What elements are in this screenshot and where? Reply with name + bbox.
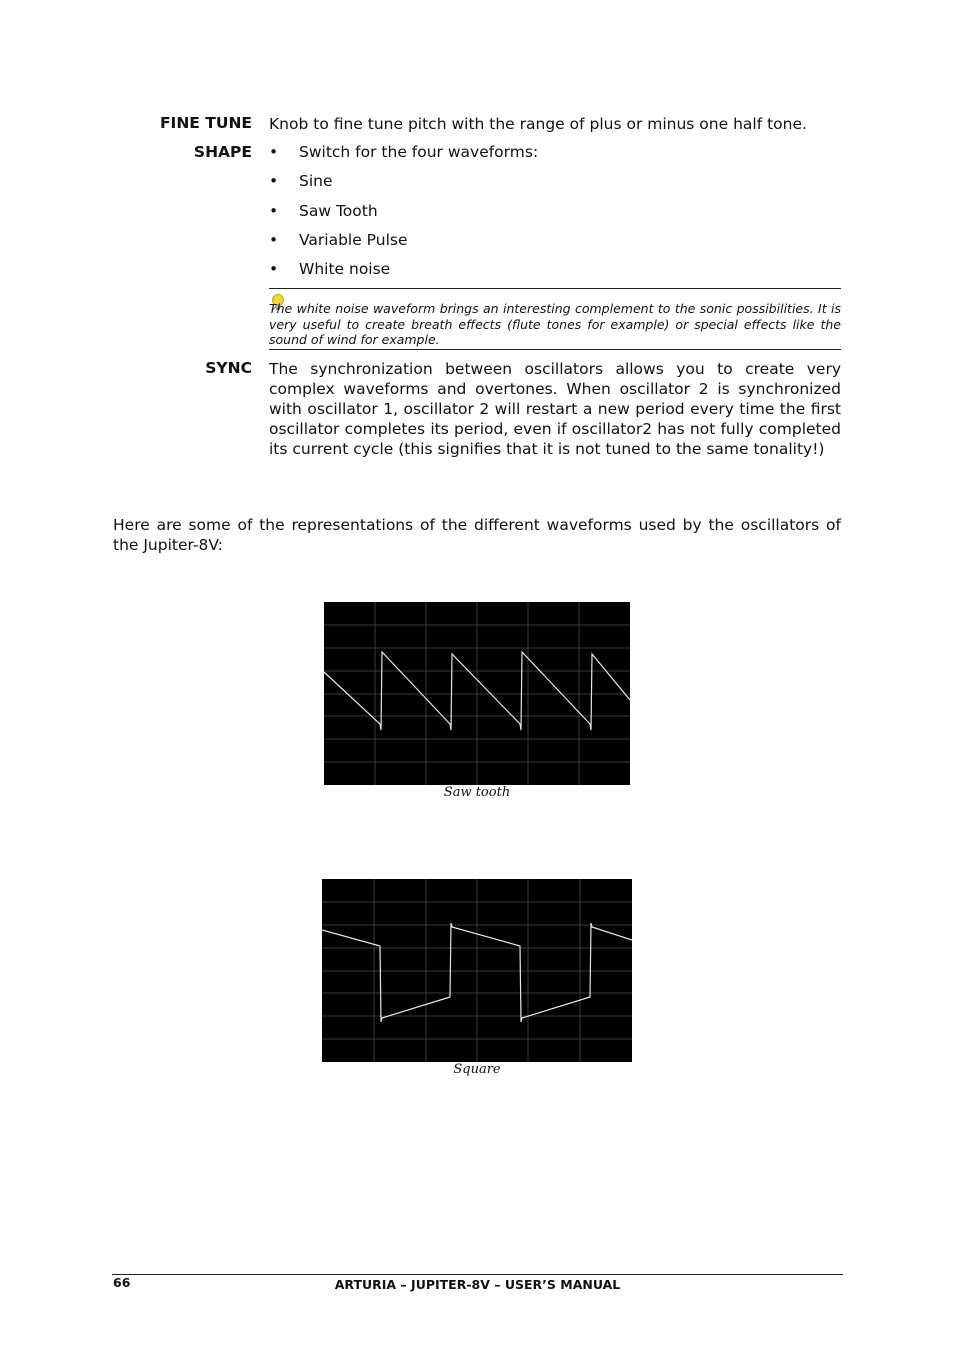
intro-paragraph: Here are some of the representations of the different waveforms used by the oscillators of the Jupiter-8V: — [113, 516, 841, 554]
bullet-label: Variable Pulse — [299, 231, 408, 249]
sawtooth-oscilloscope — [324, 602, 630, 785]
square-oscilloscope — [322, 879, 632, 1062]
fine-tune-description: Knob to fine tune pitch with the range of plus or minus one half tone. — [269, 115, 807, 133]
term-shape: SHAPE — [193, 143, 252, 161]
bullet-dot: • — [269, 202, 279, 220]
page-number: 66 — [113, 1275, 131, 1290]
term-fine-tune: FINE TUNE — [159, 114, 252, 132]
bullet-label: Switch for the four waveforms: — [299, 143, 539, 161]
footer-title: ARTURIA – JUPITER-8V – USER’S MANUAL — [334, 1277, 621, 1292]
bullet-dot: • — [269, 143, 279, 161]
figure-caption: Square — [453, 1062, 501, 1077]
bullet-label: White noise — [299, 260, 391, 278]
bullet-dot: • — [269, 172, 279, 190]
footer-divider — [112, 1274, 843, 1275]
tip-note-text: The white noise waveform brings an interesting complement to the sonic possibilities. It is very useful to create breath effects (flute tones for example) or special effects like the sound of wind for example. — [269, 301, 841, 347]
sync-description: The synchronization between oscillators allows you to create very complex waveforms and overtones. When oscillator 2 is synchronized with oscillator 1, oscillator 2 will restart a new period every time the first oscillator completes its period, even if oscillator2 has not fully completed its current cycle (this signifies that it is not tuned to the same tonality!) — [269, 360, 841, 458]
bullet-label: Sine — [299, 172, 333, 190]
tip-note — [269, 288, 841, 350]
term-sync: SYNC — [205, 359, 252, 377]
figure-caption: Saw tooth — [443, 785, 511, 800]
bullet-dot: • — [269, 231, 279, 249]
bullet-label: Saw Tooth — [299, 202, 378, 220]
bullet-dot: • — [269, 260, 279, 278]
